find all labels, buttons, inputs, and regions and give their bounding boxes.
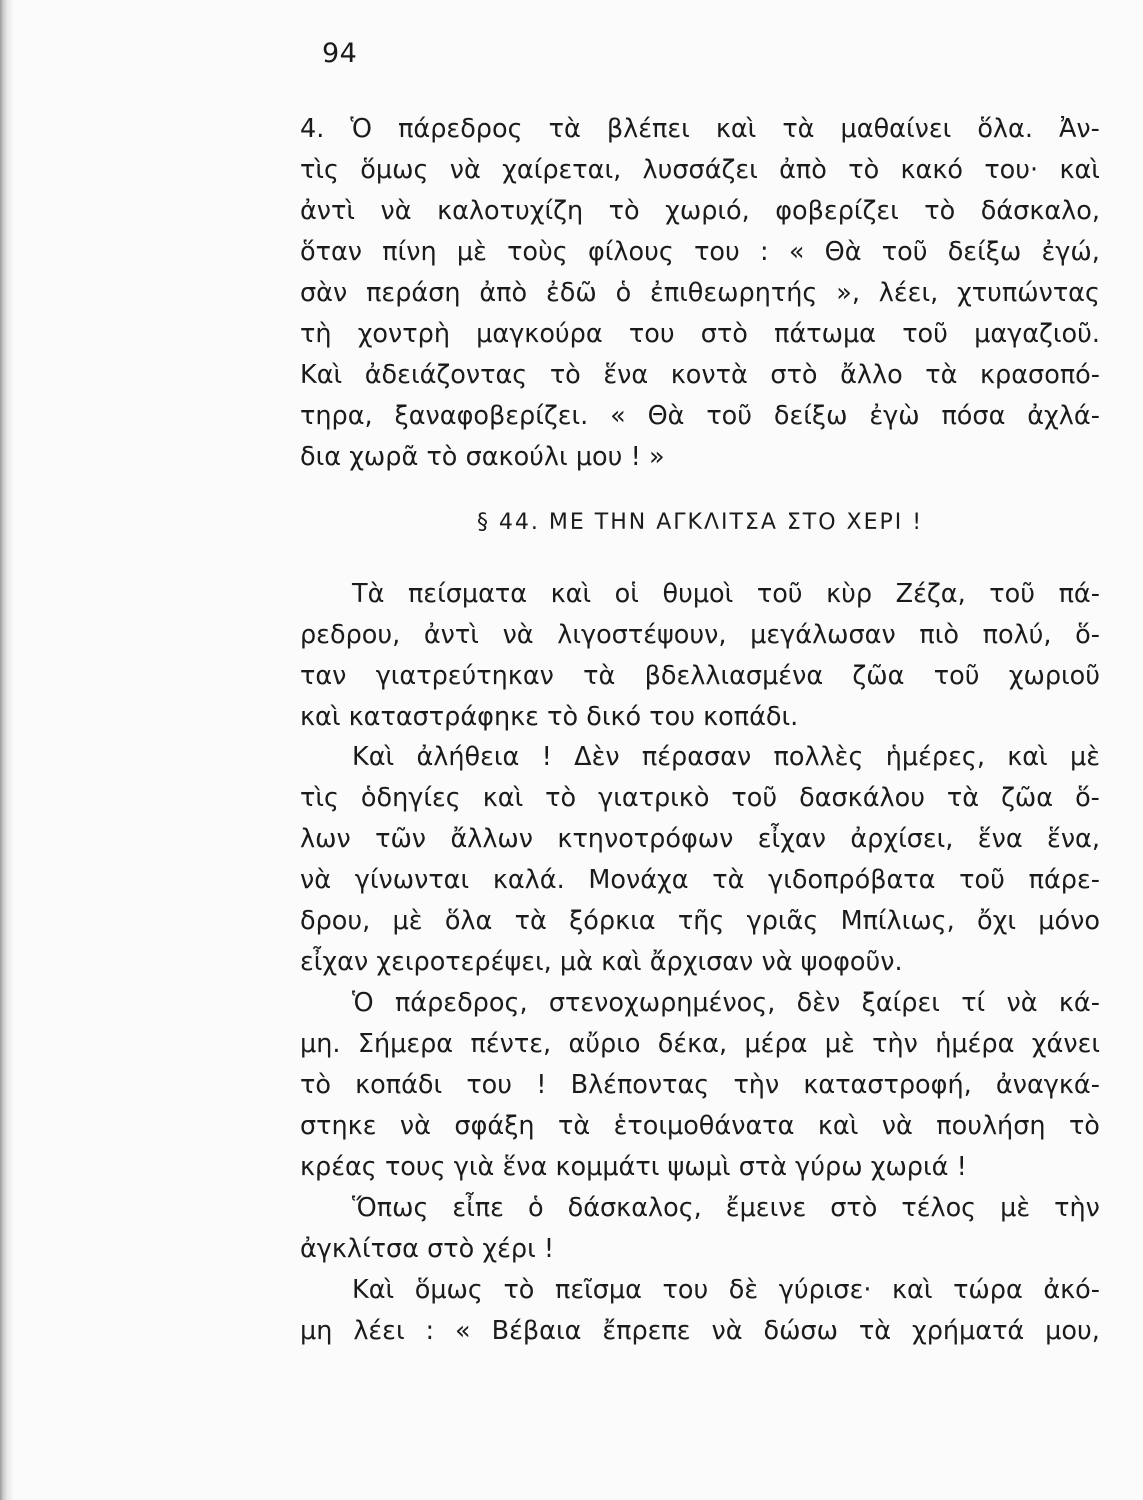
word: Θὰ [824,237,862,267]
word: καλοτυχίζη [437,196,584,226]
word: τὰ [858,1316,892,1346]
word: πέντε, [470,1029,552,1059]
word: τὰ [514,906,547,936]
word: καταστροφή, [803,1070,972,1100]
word: ὅ- [1075,783,1100,813]
word: καὶ [550,579,592,609]
word: δώσω [763,1316,838,1346]
word: κτηνοτρόφων [557,824,734,854]
word: δια [300,442,342,472]
word: τοῦ [881,237,928,267]
word: ὁ [615,278,632,308]
word: « [455,1316,471,1346]
word: : [425,1316,435,1346]
word: κοπάδι [355,1070,443,1100]
word: μαθαίνει [840,114,952,144]
word: ἀντὶ [423,620,479,650]
word: λέει, [878,278,939,308]
word: καὶ [482,783,524,813]
word: πάρε- [1028,865,1100,895]
word: ψωμὶ [667,1152,731,1182]
word: Ζέζα, [895,579,966,609]
word: τὸ [1068,1111,1100,1141]
word: ὅ- [1075,620,1100,650]
word: τὶς [300,155,339,185]
word: κά- [1058,988,1100,1018]
text-line [300,1029,1100,1059]
word: λων [300,824,351,854]
word: καὶ [1007,742,1048,772]
word: τὸ [924,196,956,226]
word: γιὰ [453,1152,495,1182]
text-line [300,401,1100,431]
word: ἀπὸ [779,155,827,185]
word: τὶς [300,783,339,813]
word: πείσματα [407,579,528,609]
text-line [300,1111,1100,1141]
word: φοβερίζει [775,196,899,226]
word: αὔριο [568,1029,641,1059]
word: μὲ [824,1029,855,1059]
word: του [662,1275,709,1305]
word: νὰ [881,1111,913,1141]
word: Δὲν [574,742,620,772]
word: Καὶ [352,1275,395,1305]
word: νὰ [399,1111,431,1141]
word: πολύ, [982,620,1052,650]
word: τὸ [549,360,581,390]
word: δικό [586,702,642,732]
word: ξόρκια [569,906,656,936]
word: ἀγκλίτσα [300,1234,419,1264]
word: πολλὲς [773,742,864,772]
word: ἀλήθεια [416,742,520,772]
word: ζῶα [852,661,905,691]
word: νὰ [449,155,481,185]
word: βλέπει [606,114,690,144]
word: τὴν [872,1029,918,1059]
word: δασκάλου [799,783,925,813]
word: τηρα, [300,401,373,431]
word: τοῦ [756,579,803,609]
word: μέρα [744,1029,808,1059]
word: ἔμεινε [725,1193,807,1223]
word: τους [384,1152,446,1182]
word: τὸ [545,783,577,813]
word: κρασοπό- [980,360,1100,390]
word: τί [961,988,986,1018]
word: Βλέποντας [570,1070,710,1100]
word: εἶχαν [300,947,369,977]
word: ἄρχισαν [649,947,754,977]
word: τὸ [300,1070,331,1100]
word: χοντρὴ [357,319,450,349]
word: τὸ [848,155,880,185]
word: ἕνα [603,360,649,390]
word: νὰ [502,620,534,650]
word: τὰ [712,865,745,895]
word: στὰ [738,1152,788,1182]
word: » [648,442,665,472]
word: ἡμέρα [935,1029,1015,1059]
word: στὸ [830,1193,878,1223]
word: ἕνα, [1047,824,1100,854]
word: καὶ [601,947,642,977]
word: Σήμερα [357,1029,454,1059]
word: ἀδειάζοντας [364,360,528,390]
word: τὸ [547,702,579,732]
word: μου, [1045,1316,1100,1346]
word: Ὁ [352,988,374,1018]
text-line [352,579,1100,609]
word: μὲ [456,237,487,267]
word: ἡμέρες, [885,742,985,772]
word: καταστράφηκε [348,702,539,732]
word: τὸ [608,196,640,226]
text-line [300,620,1100,650]
word: στὸ [427,1234,475,1264]
word: κοπάδι. [703,702,799,732]
word: Θὰ [647,401,685,431]
word: περάση [366,278,461,308]
text-line [300,947,1100,977]
word: κομμάτι [555,1152,660,1182]
word: γύρω [795,1152,863,1182]
word: ὅμως [360,155,429,185]
text-line [300,155,1100,185]
word: χέρι [482,1234,536,1264]
word: », [836,278,860,308]
text-line [352,742,1100,772]
word: ἐπιθεωρητής [650,278,818,308]
word: τὰ [946,783,980,813]
word: ταν [300,661,347,691]
word: ἀκό- [1043,1275,1100,1305]
word: σακούλι [465,442,568,472]
word: ! [541,742,552,772]
word: μόνο [1038,906,1100,936]
text-line [300,360,1100,390]
word: Ὁ [350,114,373,144]
text-line [300,442,1100,472]
text-line [300,865,1100,895]
word: νὰ [380,196,412,226]
word: νὰ [761,947,793,977]
word: κακό [900,155,963,185]
word: τώρα [953,1275,1023,1305]
word: Βέβαια [491,1316,582,1346]
word: στὸ [770,360,818,390]
word: ! [536,1070,547,1100]
section-heading: § 44. ΜΕ ΤΗΝ ΑΓΚΛΙΤΣΑ ΣΤΟ ΧΕΡΙ ! [476,510,924,535]
text-line [300,1234,1100,1264]
word: πουλήση [936,1111,1046,1141]
word: του [628,319,675,349]
word: καὶ [715,114,757,144]
word: μὲ [1000,1193,1031,1223]
word: τὰ [558,1111,591,1141]
word: κὺρ [826,579,873,609]
text-line [300,196,1100,226]
word: ἀπὸ [479,278,528,308]
word: ἕνα [977,824,1023,854]
word: χάνει [1031,1029,1100,1059]
word: τὰ [583,661,616,691]
word: του [694,237,740,267]
word: 4. [300,114,325,144]
word: καὶ [300,702,341,732]
word: ! [630,442,641,472]
text-line [300,1152,1100,1182]
word: εἶχαν [757,824,826,854]
text-line [300,114,1100,144]
text-line [300,783,1100,813]
word: Τὰ [352,579,385,609]
word: πά- [1058,579,1100,609]
word: ὅλα. [977,114,1033,144]
word: κοντὰ [670,360,748,390]
word: χωρᾶ [349,442,419,472]
word: μαγαζιοῦ. [974,319,1100,349]
word: γιατρικὸ [598,783,710,813]
word: σφάξη [454,1111,535,1141]
word: ψοφοῦν. [800,947,903,977]
word: μεγάλωσαν [750,620,896,650]
word: γιατρεύτηκαν [375,661,554,691]
word: πίνη [382,237,437,267]
word: τῆς [677,906,725,936]
word: του [466,1070,513,1100]
word: μαγκούρα [476,319,603,349]
word: νὰ [711,1316,743,1346]
word: τὸ [503,1275,535,1305]
word: « [610,401,626,431]
word: ἔπρεπε [602,1316,691,1346]
word: χτυπώντας [957,278,1100,308]
word: δείξω [773,401,848,431]
word: πάρεδρος [398,114,523,144]
word: ἀναγκά- [995,1070,1100,1100]
word: χρήματά [911,1316,1025,1346]
word: καὶ [892,1275,933,1305]
word: καὶ [817,1111,859,1141]
word: γιδοπρόβατα [768,865,936,895]
word: Μονάχα [588,865,689,895]
word: μὲ [392,906,423,936]
word: του [649,702,695,732]
word: τοῦ [933,661,980,691]
word: ὅλα [444,906,493,936]
page-number: 94 [322,38,358,69]
word: πόσα [941,401,1006,431]
word: ἀχλά- [1027,401,1100,431]
word: « [788,237,805,267]
word: πάτωμα [774,319,876,349]
word: ὅμως [414,1275,483,1305]
word: μὰ [559,947,593,977]
word: ὄχι [977,906,1016,936]
word: ξαναφοβερίζει. [394,401,589,431]
word: Καὶ [352,742,395,772]
word: γριᾶς [746,906,819,936]
word: δὲν [796,988,841,1018]
text-line [352,1275,1100,1305]
word: χαίρεται, [502,155,622,185]
text-line [300,319,1100,349]
word: καὶ [1059,155,1100,185]
word: λέει [353,1316,405,1346]
word: ἀρχίσει, [850,824,954,854]
word: τὰ [548,114,581,144]
word: οἱ [614,579,639,609]
word: φίλους [587,237,674,267]
text-line [300,824,1100,854]
text-line [300,1070,1100,1100]
word: τὴν [1054,1193,1100,1223]
word: σὰν [300,278,348,308]
word: νὰ [300,865,332,895]
word: ἀντὶ [300,196,356,226]
page-binding-edge [0,0,14,1500]
word: μη [300,1316,333,1346]
word: δρου, [300,906,371,936]
word: του· [984,155,1039,185]
word: ἐγώ, [1041,237,1100,267]
word: ὅταν [300,237,363,267]
word: βδελλιασμένα [644,661,824,691]
word: πέρασαν [641,742,752,772]
word: θυμοὶ [662,579,734,609]
word: ἐγὼ [869,401,920,431]
word: : [760,237,769,267]
word: πάρεδρος, [394,988,528,1018]
word: χειροτερέψει, [376,947,552,977]
word: χωριοῦ [1008,661,1100,691]
word: τοῦ [959,865,1005,895]
word: ξαίρει [861,988,940,1018]
word: στηκε [300,1111,377,1141]
word: δὲ [728,1275,759,1305]
word: τέλος [901,1193,977,1223]
text-line [352,988,1100,1018]
word: Καὶ [300,360,343,390]
word: χωριά [870,1152,949,1182]
word: νὰ [1006,988,1038,1018]
word: καλά. [492,865,565,895]
word: δέκα, [657,1029,728,1059]
word: στενοχωρημένος, [548,988,776,1018]
word: δείξω [947,237,1022,267]
text-line [300,661,1100,691]
word: τοῦ [706,401,753,431]
word: δάσκαλο, [980,196,1100,226]
text-line [300,906,1100,936]
word: γίνωνται [354,865,470,895]
word: κρέας [300,1152,377,1182]
word: ἑτοιμοθάνατα [613,1111,795,1141]
word: λυσσάζει [642,155,758,185]
word: εἶπε [452,1193,504,1223]
word: λιγοστέψουν, [557,620,727,650]
word: μη. [300,1029,341,1059]
word: Ὅπως [352,1193,429,1223]
word: ἄλλο [840,360,903,390]
word: ρεδρου, [300,620,401,650]
word: τὰ [925,360,958,390]
word: τὰ [782,114,815,144]
word: ! [956,1152,967,1182]
word: γύρισε· [778,1275,872,1305]
text-line [300,702,1100,732]
word: Ἀν- [1058,114,1100,144]
word: ὁδηγίες [360,783,461,813]
word: ζῶα [1001,783,1054,813]
text-line [300,278,1100,308]
word: μὲ [1069,742,1100,772]
word: τοὺς [507,237,568,267]
word: ὁ [527,1193,544,1223]
word: Μπίλιως, [840,906,955,936]
text-line [352,1193,1100,1223]
word: ἐδῶ [545,278,597,308]
word: τὴ [300,319,332,349]
word: τὴν [733,1070,780,1100]
word: ! [543,1234,555,1264]
word: ἕνα [502,1152,548,1182]
word: τὸ [426,442,458,472]
word: δάσκαλος, [567,1193,702,1223]
word: τοῦ [902,319,948,349]
word: πεῖσμα [554,1275,642,1305]
text-line [300,237,1100,267]
word: στὸ [700,319,748,349]
word: τοῦ [731,783,778,813]
word: μου [575,442,623,472]
word: χωριό, [665,196,750,226]
word: πιὸ [919,620,959,650]
text-line [300,1316,1100,1346]
word: τοῦ [989,579,1035,609]
word: τῶν [375,824,427,854]
word: ἄλλων [450,824,534,854]
